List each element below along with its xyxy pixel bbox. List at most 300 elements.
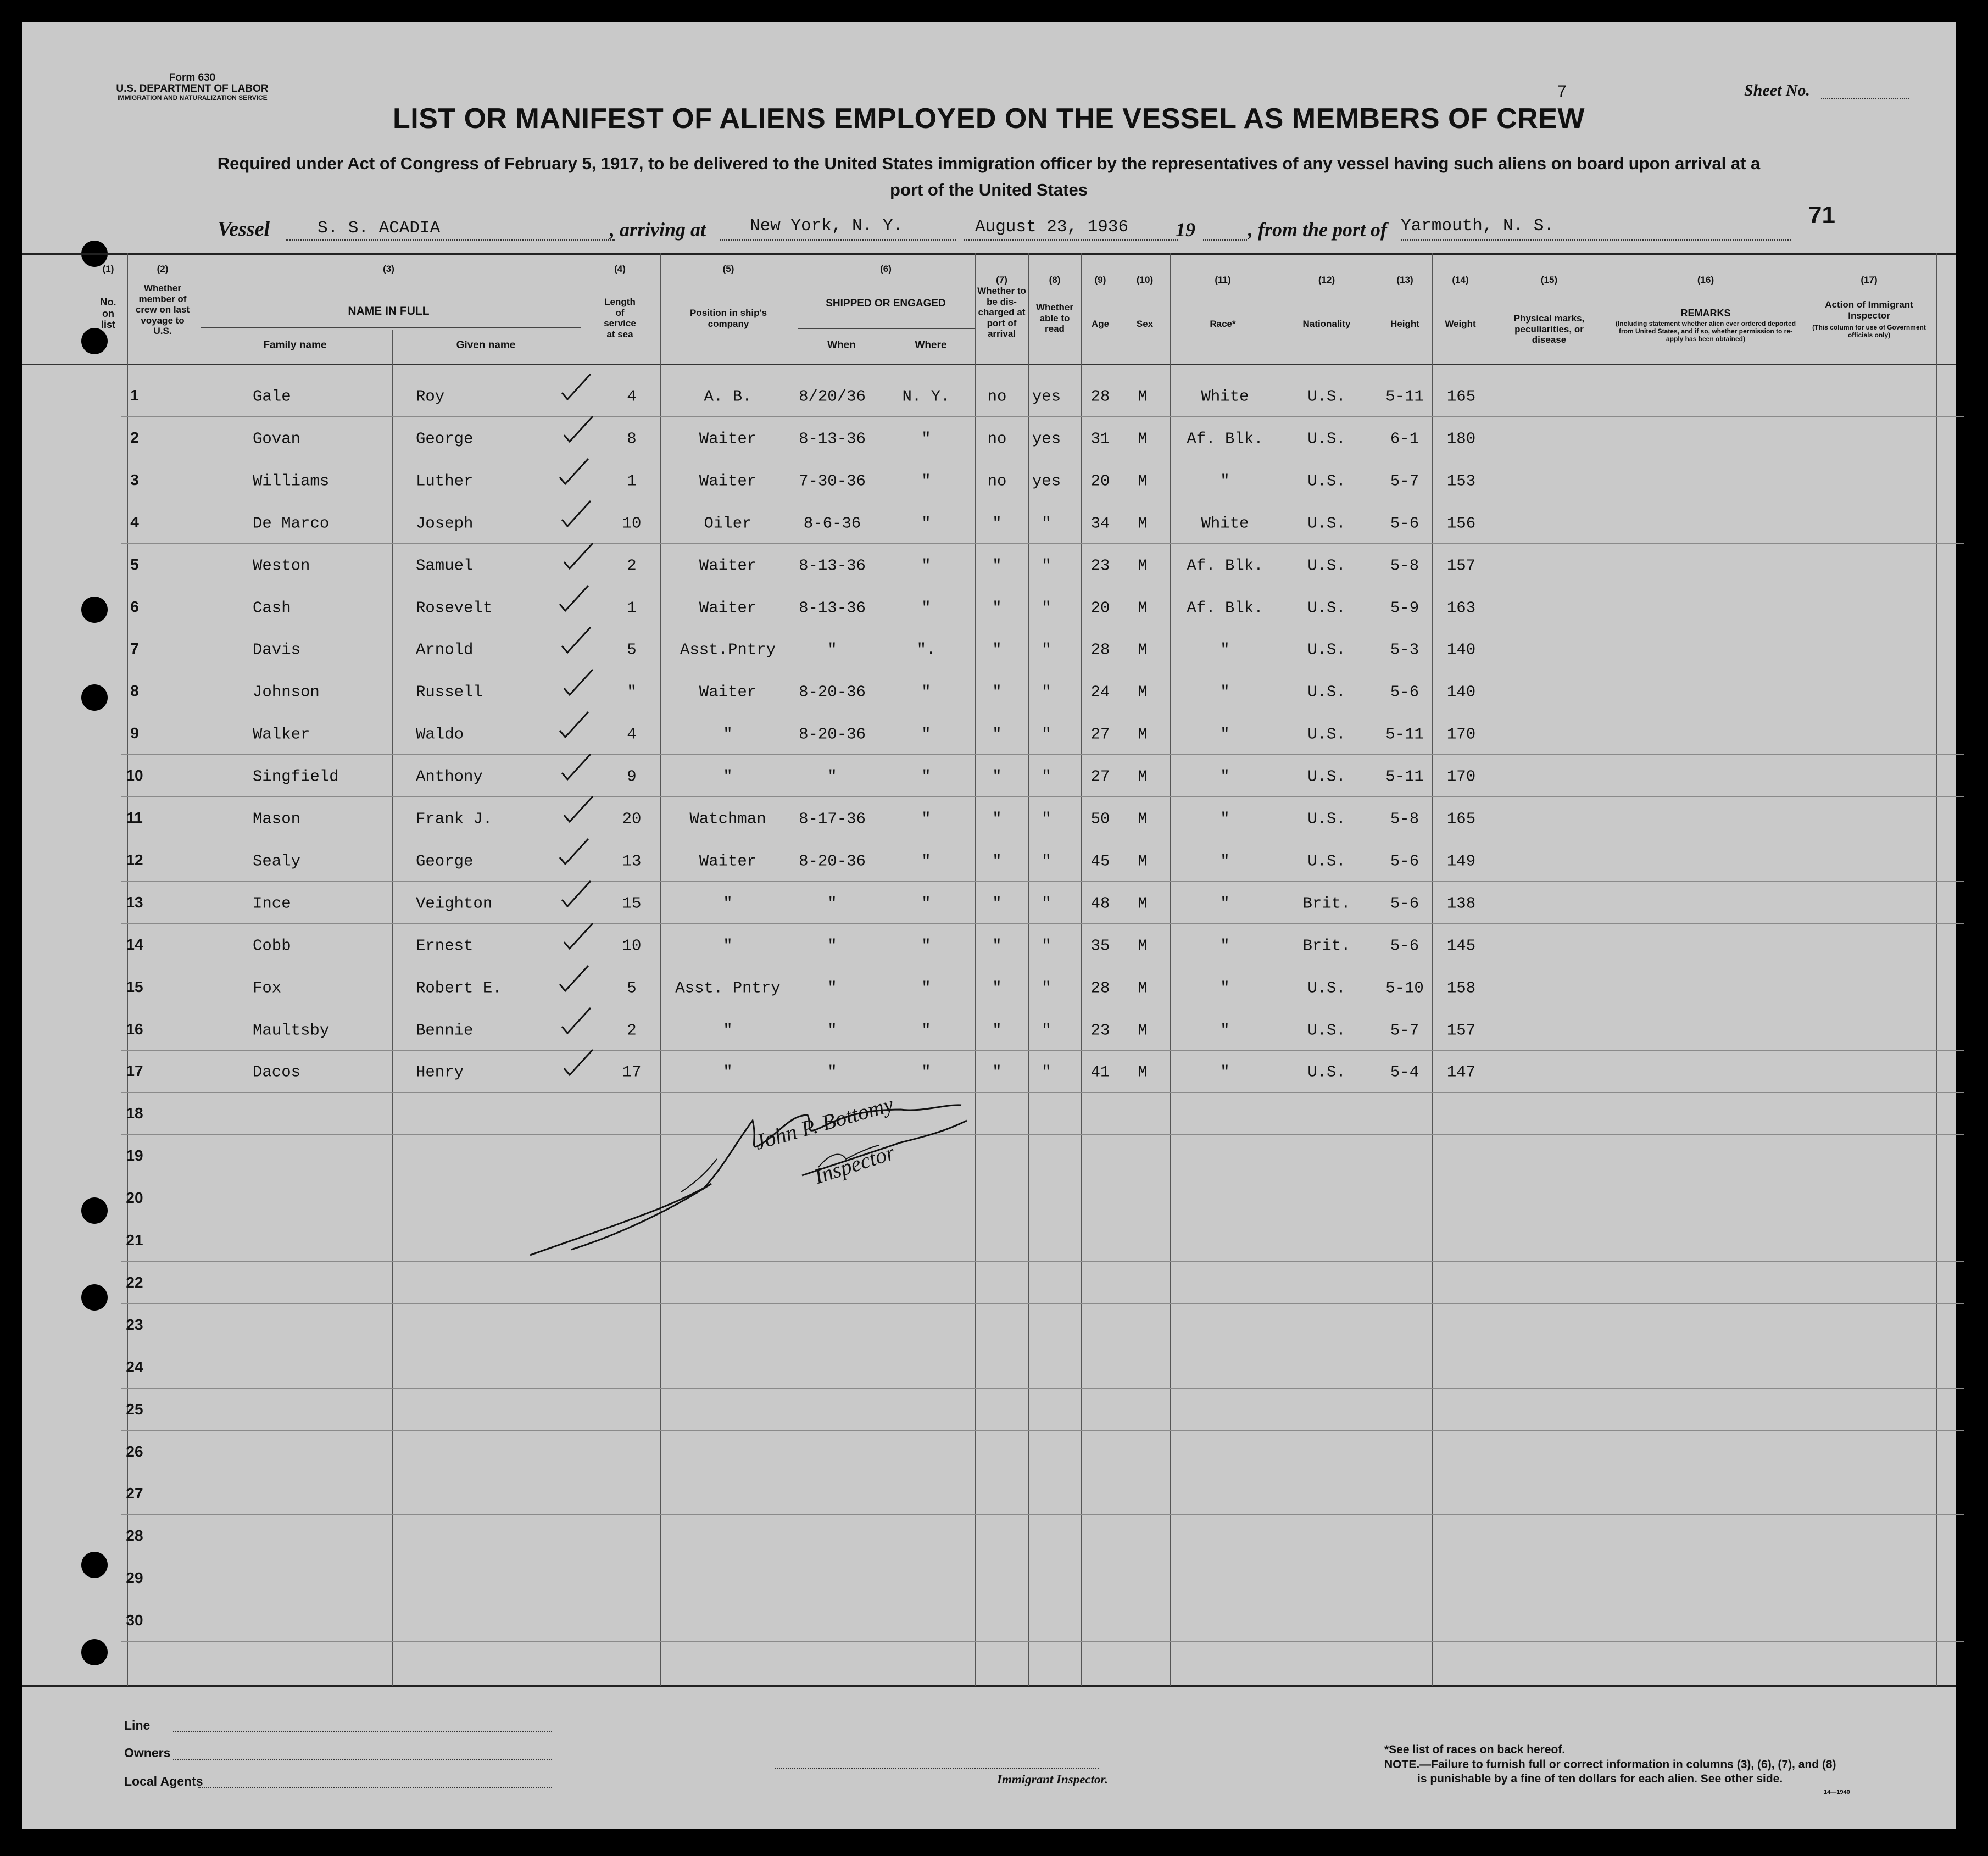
cell-discharged: "	[992, 810, 1002, 828]
col-num-label: (6)	[880, 264, 892, 274]
cell-nationality: U.S.	[1307, 852, 1346, 871]
cell-height: 5-10	[1385, 979, 1424, 997]
row-number: 1	[130, 387, 139, 404]
cell-age: 50	[1090, 810, 1110, 828]
cell-given-name: Russell	[416, 683, 483, 701]
cell-nationality: U.S.	[1307, 1021, 1346, 1039]
arriving-label: , arriving at	[610, 219, 706, 241]
cell-position: Waiter	[699, 599, 757, 617]
cell-weight: 138	[1446, 894, 1476, 913]
row-rule	[121, 1430, 1964, 1431]
col-header-sex: Sex	[1136, 319, 1154, 329]
row-number: 15	[126, 978, 143, 995]
cell-sex: M	[1138, 430, 1148, 448]
cell-age: 20	[1090, 599, 1110, 617]
cell-service-length: 13	[622, 852, 642, 871]
cell-weight: 140	[1446, 640, 1476, 659]
cell-sex: M	[1138, 810, 1148, 828]
cell-given-name: Veighton	[416, 894, 493, 913]
col-header-given-name: Given name	[456, 339, 516, 351]
row-number: 17	[126, 1062, 143, 1080]
cell-service-length: 5	[627, 640, 637, 659]
cell-race: Af. Blk.	[1187, 556, 1263, 575]
cell-service-length: 2	[627, 556, 637, 575]
cell-shipped-when: 8/20/36	[799, 387, 866, 406]
row-number: 8	[130, 682, 139, 700]
checkmark-icon	[562, 666, 595, 699]
cell-race: "	[1220, 937, 1230, 955]
cell-sex: M	[1138, 1021, 1148, 1039]
checkmark-icon	[558, 582, 591, 615]
table-bottom-rule	[22, 1685, 1956, 1687]
cell-given-name: Arnold	[416, 640, 474, 659]
col-header-shipped: SHIPPED OR ENGAGED	[826, 298, 946, 309]
cell-shipped-when: 8-20-36	[799, 683, 866, 701]
cell-nationality: U.S.	[1307, 472, 1346, 491]
col-header-inspector-action: Action of Immigrant Inspector	[1825, 299, 1913, 321]
cell-discharged: "	[992, 852, 1002, 871]
punch-hole	[81, 328, 108, 354]
cell-shipped-when: "	[827, 979, 837, 997]
cell-position: Watchman	[689, 810, 766, 828]
cell-service-length: 4	[627, 387, 637, 406]
col-header-physical-marks: Physical marks, peculiarities, or disease	[1513, 313, 1585, 345]
cell-age: 48	[1090, 894, 1110, 913]
footer-note-line1: NOTE.—Failure to furnish full or correct information in columns (3), (6), (7), and (8)	[1384, 1758, 1836, 1771]
cell-race: "	[1220, 894, 1230, 913]
cell-age: 23	[1090, 556, 1110, 575]
cell-able-to-read: yes	[1032, 472, 1061, 491]
manifest-title: LIST OR MANIFEST OF ALIENS EMPLOYED ON THE VESSEL AS MEMBERS OF CREW	[393, 103, 1585, 135]
cell-height: 5-11	[1385, 767, 1424, 786]
col-header-race: Race*	[1210, 319, 1236, 329]
checkmark-icon	[560, 498, 593, 531]
cell-shipped-when: 7-30-36	[799, 472, 866, 491]
cell-sex: M	[1138, 852, 1148, 871]
column-divider	[975, 253, 976, 1686]
cell-age: 28	[1090, 640, 1110, 659]
footer-owners-field	[173, 1759, 552, 1760]
cell-given-name: Joseph	[416, 514, 474, 533]
row-rule	[121, 1388, 1964, 1389]
cell-age: 27	[1090, 767, 1110, 786]
cell-family-name: Singfield	[253, 767, 339, 786]
cell-family-name: Weston	[253, 556, 310, 575]
cell-service-length: 5	[627, 979, 637, 997]
cell-able-to-read: "	[1042, 725, 1051, 744]
cell-position: "	[723, 894, 733, 913]
punch-hole	[81, 1284, 108, 1311]
cell-able-to-read: "	[1042, 599, 1051, 617]
cell-height: 5-7	[1390, 472, 1419, 491]
row-rule	[121, 1303, 1964, 1304]
footer-inspector-field	[775, 1768, 1099, 1769]
cell-age: 28	[1090, 979, 1110, 997]
col-header-height: Height	[1390, 319, 1419, 329]
row-rule	[121, 1261, 1964, 1262]
cell-given-name: Roy	[416, 387, 445, 406]
punch-hole	[81, 1639, 108, 1665]
cell-discharged: "	[992, 894, 1002, 913]
col-num-label: (13)	[1396, 275, 1413, 285]
col-num-label: (2)	[157, 264, 169, 274]
cell-service-length: 4	[627, 725, 637, 744]
cell-height: 5-6	[1390, 514, 1419, 533]
footer-print-code: 14—1940	[1824, 1789, 1850, 1796]
arrival-date-line	[964, 239, 1178, 241]
cell-position: Waiter	[699, 430, 757, 448]
from-port-label: , from the port of	[1248, 219, 1388, 241]
cell-shipped-when: "	[827, 894, 837, 913]
cell-family-name: Fox	[253, 979, 282, 997]
cell-given-name: Rosevelt	[416, 599, 493, 617]
punch-hole	[81, 1552, 108, 1578]
cell-able-to-read: "	[1042, 1021, 1051, 1039]
col-header-service: Length of service at sea	[604, 297, 636, 339]
cell-position: Waiter	[699, 852, 757, 871]
col-header-name: NAME IN FULL	[348, 305, 430, 317]
checkmark-icon	[558, 835, 591, 868]
cell-weight: 145	[1446, 937, 1476, 955]
cell-position: "	[723, 1021, 733, 1039]
cell-height: 5-6	[1390, 894, 1419, 913]
cell-race: Af. Blk.	[1187, 430, 1263, 448]
cell-able-to-read: "	[1042, 767, 1051, 786]
cell-family-name: De Marco	[253, 514, 330, 533]
cell-shipped-when: "	[827, 767, 837, 786]
cell-weight: 156	[1446, 514, 1476, 533]
cell-sex: M	[1138, 767, 1148, 786]
cell-age: 27	[1090, 725, 1110, 744]
cell-sex: M	[1138, 599, 1148, 617]
cell-shipped-when: 8-13-36	[799, 556, 866, 575]
cell-shipped-when: 8-20-36	[799, 852, 866, 871]
cell-shipped-when: "	[827, 937, 837, 955]
cell-service-length: 17	[622, 1063, 642, 1082]
row-rule	[121, 543, 1964, 544]
cell-family-name: Ince	[253, 894, 291, 913]
cell-height: 5-8	[1390, 810, 1419, 828]
row-number: 10	[126, 767, 143, 784]
cell-able-to-read: "	[1042, 514, 1051, 533]
vessel-label: Vessel	[218, 218, 270, 241]
cell-family-name: Cobb	[253, 937, 291, 955]
shipped-subhead-rule	[798, 328, 975, 329]
cell-age: 23	[1090, 1021, 1110, 1039]
act-statement: Required under Act of Congress of February 5, 1917, to be delivered to the United States immigration officer by the representatives of any vessel having such aliens on board upon arrival at a	[217, 154, 1761, 173]
row-number: 16	[126, 1020, 143, 1038]
act-statement-cont: port of the United States	[890, 180, 1088, 199]
cell-shipped-where: "	[921, 810, 931, 828]
cell-discharged: "	[992, 640, 1002, 659]
col-header-remarks: REMARKS	[1680, 308, 1731, 319]
cell-given-name: Waldo	[416, 725, 464, 744]
cell-nationality: U.S.	[1307, 725, 1346, 744]
cell-discharged: "	[992, 514, 1002, 533]
cell-age: 41	[1090, 1063, 1110, 1082]
col-header-list-no: No. on list	[100, 297, 116, 331]
cell-height: 5-3	[1390, 640, 1419, 659]
col-num-label: (1)	[102, 264, 114, 274]
cell-service-length: 15	[622, 894, 642, 913]
cell-nationality: U.S.	[1307, 430, 1346, 448]
col-header-discharged: Whether to be dis-charged at port of arrival	[977, 286, 1026, 339]
cell-nationality: U.S.	[1307, 599, 1346, 617]
cell-height: 5-11	[1385, 387, 1424, 406]
cell-position: "	[723, 1063, 733, 1082]
cell-height: 5-6	[1390, 683, 1419, 701]
signature-title: Inspector	[811, 1139, 898, 1189]
cell-nationality: U.S.	[1307, 387, 1346, 406]
row-rule	[121, 1514, 1964, 1515]
cell-height: 5-4	[1390, 1063, 1419, 1082]
cell-height: 5-9	[1390, 599, 1419, 617]
col-num-label: (11)	[1215, 275, 1231, 285]
cell-age: 35	[1090, 937, 1110, 955]
col-num-label: (7)	[996, 275, 1007, 285]
row-number: 12	[126, 851, 143, 868]
arrival-port: New York, N. Y.	[750, 216, 904, 236]
cell-service-length: 1	[627, 472, 637, 491]
punch-hole	[81, 1197, 108, 1224]
cell-age: 24	[1090, 683, 1110, 701]
cell-service-length: 10	[622, 514, 642, 533]
cell-shipped-when: "	[827, 1021, 837, 1039]
cell-nationality: U.S.	[1307, 979, 1346, 997]
cell-shipped-where: "	[921, 514, 931, 533]
cell-family-name: Sealy	[253, 852, 301, 871]
col-num-label: (10)	[1136, 275, 1154, 285]
cell-position: Waiter	[699, 683, 757, 701]
cell-shipped-where: "	[921, 852, 931, 871]
cell-shipped-where: ".	[916, 640, 936, 659]
cell-able-to-read: yes	[1032, 430, 1061, 448]
cell-nationality: Brit.	[1302, 937, 1351, 955]
cell-race: White	[1201, 387, 1249, 406]
cell-position: Oiler	[704, 514, 752, 533]
vessel-name: S. S. ACADIA	[318, 219, 441, 238]
service-name: IMMIGRATION AND NATURALIZATION SERVICE	[117, 94, 268, 102]
cell-discharged: no	[987, 387, 1007, 406]
cell-discharged: "	[992, 1021, 1002, 1039]
row-rule	[121, 796, 1964, 797]
checkmark-icon	[558, 962, 591, 995]
row-number: 23	[126, 1316, 143, 1333]
cell-race: "	[1220, 767, 1230, 786]
col-header-age: Age	[1091, 319, 1110, 329]
col-header-weight: Weight	[1445, 319, 1476, 329]
cell-weight: 149	[1446, 852, 1476, 871]
row-rule	[121, 1092, 1964, 1093]
cell-race: White	[1201, 514, 1249, 533]
cell-discharged: "	[992, 979, 1002, 997]
checkmark-icon	[560, 1005, 593, 1038]
row-number: 22	[126, 1273, 143, 1291]
cell-position: Waiter	[699, 472, 757, 491]
row-number: 13	[126, 893, 143, 911]
cell-discharged: no	[987, 472, 1007, 491]
arrival-port-line	[720, 239, 956, 241]
cell-nationality: U.S.	[1307, 810, 1346, 828]
column-divider	[1170, 253, 1171, 1686]
cell-height: 5-11	[1385, 725, 1424, 744]
cell-family-name: Mason	[253, 810, 301, 828]
cell-age: 20	[1090, 472, 1110, 491]
cell-age: 45	[1090, 852, 1110, 871]
cell-sex: M	[1138, 514, 1148, 533]
col-header-remarks-note: (Including statement whether alien ever ordered deported from United States, and if so, whether permission to re-apply has been obtained)	[1615, 320, 1796, 343]
cell-nationality: U.S.	[1307, 514, 1346, 533]
col-num-label: (14)	[1452, 275, 1469, 285]
cell-weight: 180	[1446, 430, 1476, 448]
cell-given-name: Anthony	[416, 767, 483, 786]
cell-shipped-where: "	[921, 472, 931, 491]
punch-hole	[81, 684, 108, 711]
cell-shipped-where: "	[921, 1021, 931, 1039]
year-label: 19	[1176, 219, 1195, 241]
column-divider	[1432, 253, 1433, 1686]
cell-discharged: "	[992, 937, 1002, 955]
cell-sex: M	[1138, 556, 1148, 575]
cell-family-name: Johnson	[253, 683, 320, 701]
cell-weight: 157	[1446, 556, 1476, 575]
cell-position: A. B.	[704, 387, 752, 406]
row-rule	[121, 754, 1964, 755]
cell-shipped-where: "	[921, 683, 931, 701]
cell-nationality: U.S.	[1307, 556, 1346, 575]
cell-able-to-read: "	[1042, 556, 1051, 575]
cell-able-to-read: "	[1042, 852, 1051, 871]
cell-nationality: Brit.	[1302, 894, 1351, 913]
cell-position: "	[723, 767, 733, 786]
cell-shipped-where: "	[921, 1063, 931, 1082]
cell-race: "	[1220, 852, 1230, 871]
cell-service-length: 9	[627, 767, 637, 786]
cell-able-to-read: "	[1042, 1063, 1051, 1082]
cell-race: "	[1220, 979, 1230, 997]
cell-weight: 163	[1446, 599, 1476, 617]
cell-race: "	[1220, 1063, 1230, 1082]
row-number: 30	[126, 1612, 143, 1629]
row-number: 6	[130, 598, 139, 615]
cell-age: 34	[1090, 514, 1110, 533]
cell-shipped-when: 8-6-36	[803, 514, 861, 533]
cell-shipped-where: "	[921, 894, 931, 913]
cell-race: "	[1220, 725, 1230, 744]
cell-discharged: "	[992, 767, 1002, 786]
row-number: 21	[126, 1231, 143, 1249]
footer-line-field	[173, 1731, 552, 1732]
column-divider	[127, 253, 128, 1686]
col-num-label: (9)	[1094, 275, 1106, 285]
cell-weight: 147	[1446, 1063, 1476, 1082]
cell-shipped-when: 8-13-36	[799, 599, 866, 617]
cell-race: "	[1220, 1021, 1230, 1039]
cell-service-length: 2	[627, 1021, 637, 1039]
sheet-number-label: Sheet No.	[1744, 81, 1810, 99]
department-name: U.S. DEPARTMENT OF LABOR	[116, 83, 269, 94]
cell-given-name: George	[416, 852, 474, 871]
checkmark-icon	[562, 540, 595, 573]
sheet-corner-number: 71	[1808, 202, 1835, 228]
cell-sex: M	[1138, 387, 1148, 406]
checkmark-icon	[560, 751, 593, 784]
cell-shipped-when: 8-20-36	[799, 725, 866, 744]
cell-position: "	[723, 937, 733, 955]
cell-race: "	[1220, 472, 1230, 491]
cell-given-name: Samuel	[416, 556, 474, 575]
cell-weight: 165	[1446, 810, 1476, 828]
cell-race: Af. Blk.	[1187, 599, 1263, 617]
checkmark-icon	[562, 793, 595, 826]
cell-sex: M	[1138, 472, 1148, 491]
row-number: 26	[126, 1442, 143, 1460]
row-number: 24	[126, 1358, 143, 1375]
cell-sex: M	[1138, 937, 1148, 955]
cell-height: 5-6	[1390, 852, 1419, 871]
cell-service-length: 1	[627, 599, 637, 617]
cell-shipped-where: "	[921, 937, 931, 955]
cell-discharged: "	[992, 683, 1002, 701]
checkmark-icon	[560, 624, 593, 657]
cell-given-name: Henry	[416, 1063, 464, 1082]
col-header-where: Where	[915, 339, 947, 351]
cell-shipped-where: "	[921, 767, 931, 786]
cell-height: 6-1	[1390, 430, 1419, 448]
sheet-number-line	[1821, 98, 1909, 99]
cell-given-name: Luther	[416, 472, 474, 491]
checkmark-icon	[558, 709, 591, 742]
row-number: 2	[130, 428, 139, 446]
cell-family-name: Davis	[253, 640, 301, 659]
row-number: 7	[130, 640, 139, 657]
row-rule	[121, 1134, 1964, 1135]
manifest-sheet	[22, 22, 1956, 1829]
footer-agents-label: Local Agents	[124, 1774, 203, 1788]
year-line	[1203, 239, 1247, 241]
column-divider	[1936, 253, 1937, 1686]
col-header-family-name: Family name	[263, 339, 327, 351]
col-num-label: (3)	[383, 264, 394, 274]
cell-shipped-where: "	[921, 556, 931, 575]
col-num-label: (16)	[1697, 275, 1714, 285]
page-mark: 7	[1557, 82, 1567, 101]
cell-service-length: "	[627, 683, 637, 701]
col-num-label: (12)	[1318, 275, 1335, 285]
cell-race: "	[1220, 810, 1230, 828]
cell-nationality: U.S.	[1307, 683, 1346, 701]
row-number: 4	[130, 513, 139, 531]
cell-able-to-read: "	[1042, 683, 1051, 701]
cell-able-to-read: "	[1042, 894, 1051, 913]
cell-shipped-where: "	[921, 979, 931, 997]
col-header-inspector-note: (This column for use of Government officials only)	[1812, 324, 1926, 339]
cell-discharged: "	[992, 1063, 1002, 1082]
cell-given-name: George	[416, 430, 474, 448]
cell-given-name: Ernest	[416, 937, 474, 955]
arrival-date: August 23, 1936	[975, 218, 1129, 237]
cell-shipped-where: "	[921, 725, 931, 744]
cell-able-to-read: "	[1042, 979, 1051, 997]
cell-service-length: 10	[622, 937, 642, 955]
cell-able-to-read: "	[1042, 937, 1051, 955]
cell-service-length: 20	[622, 810, 642, 828]
checkmark-icon	[560, 878, 593, 911]
col-header-prior-voyage: Whether member of crew on last voyage to U.S.	[135, 283, 190, 337]
cell-family-name: Govan	[253, 430, 301, 448]
vessel-line	[286, 239, 615, 241]
cell-weight: 153	[1446, 472, 1476, 491]
